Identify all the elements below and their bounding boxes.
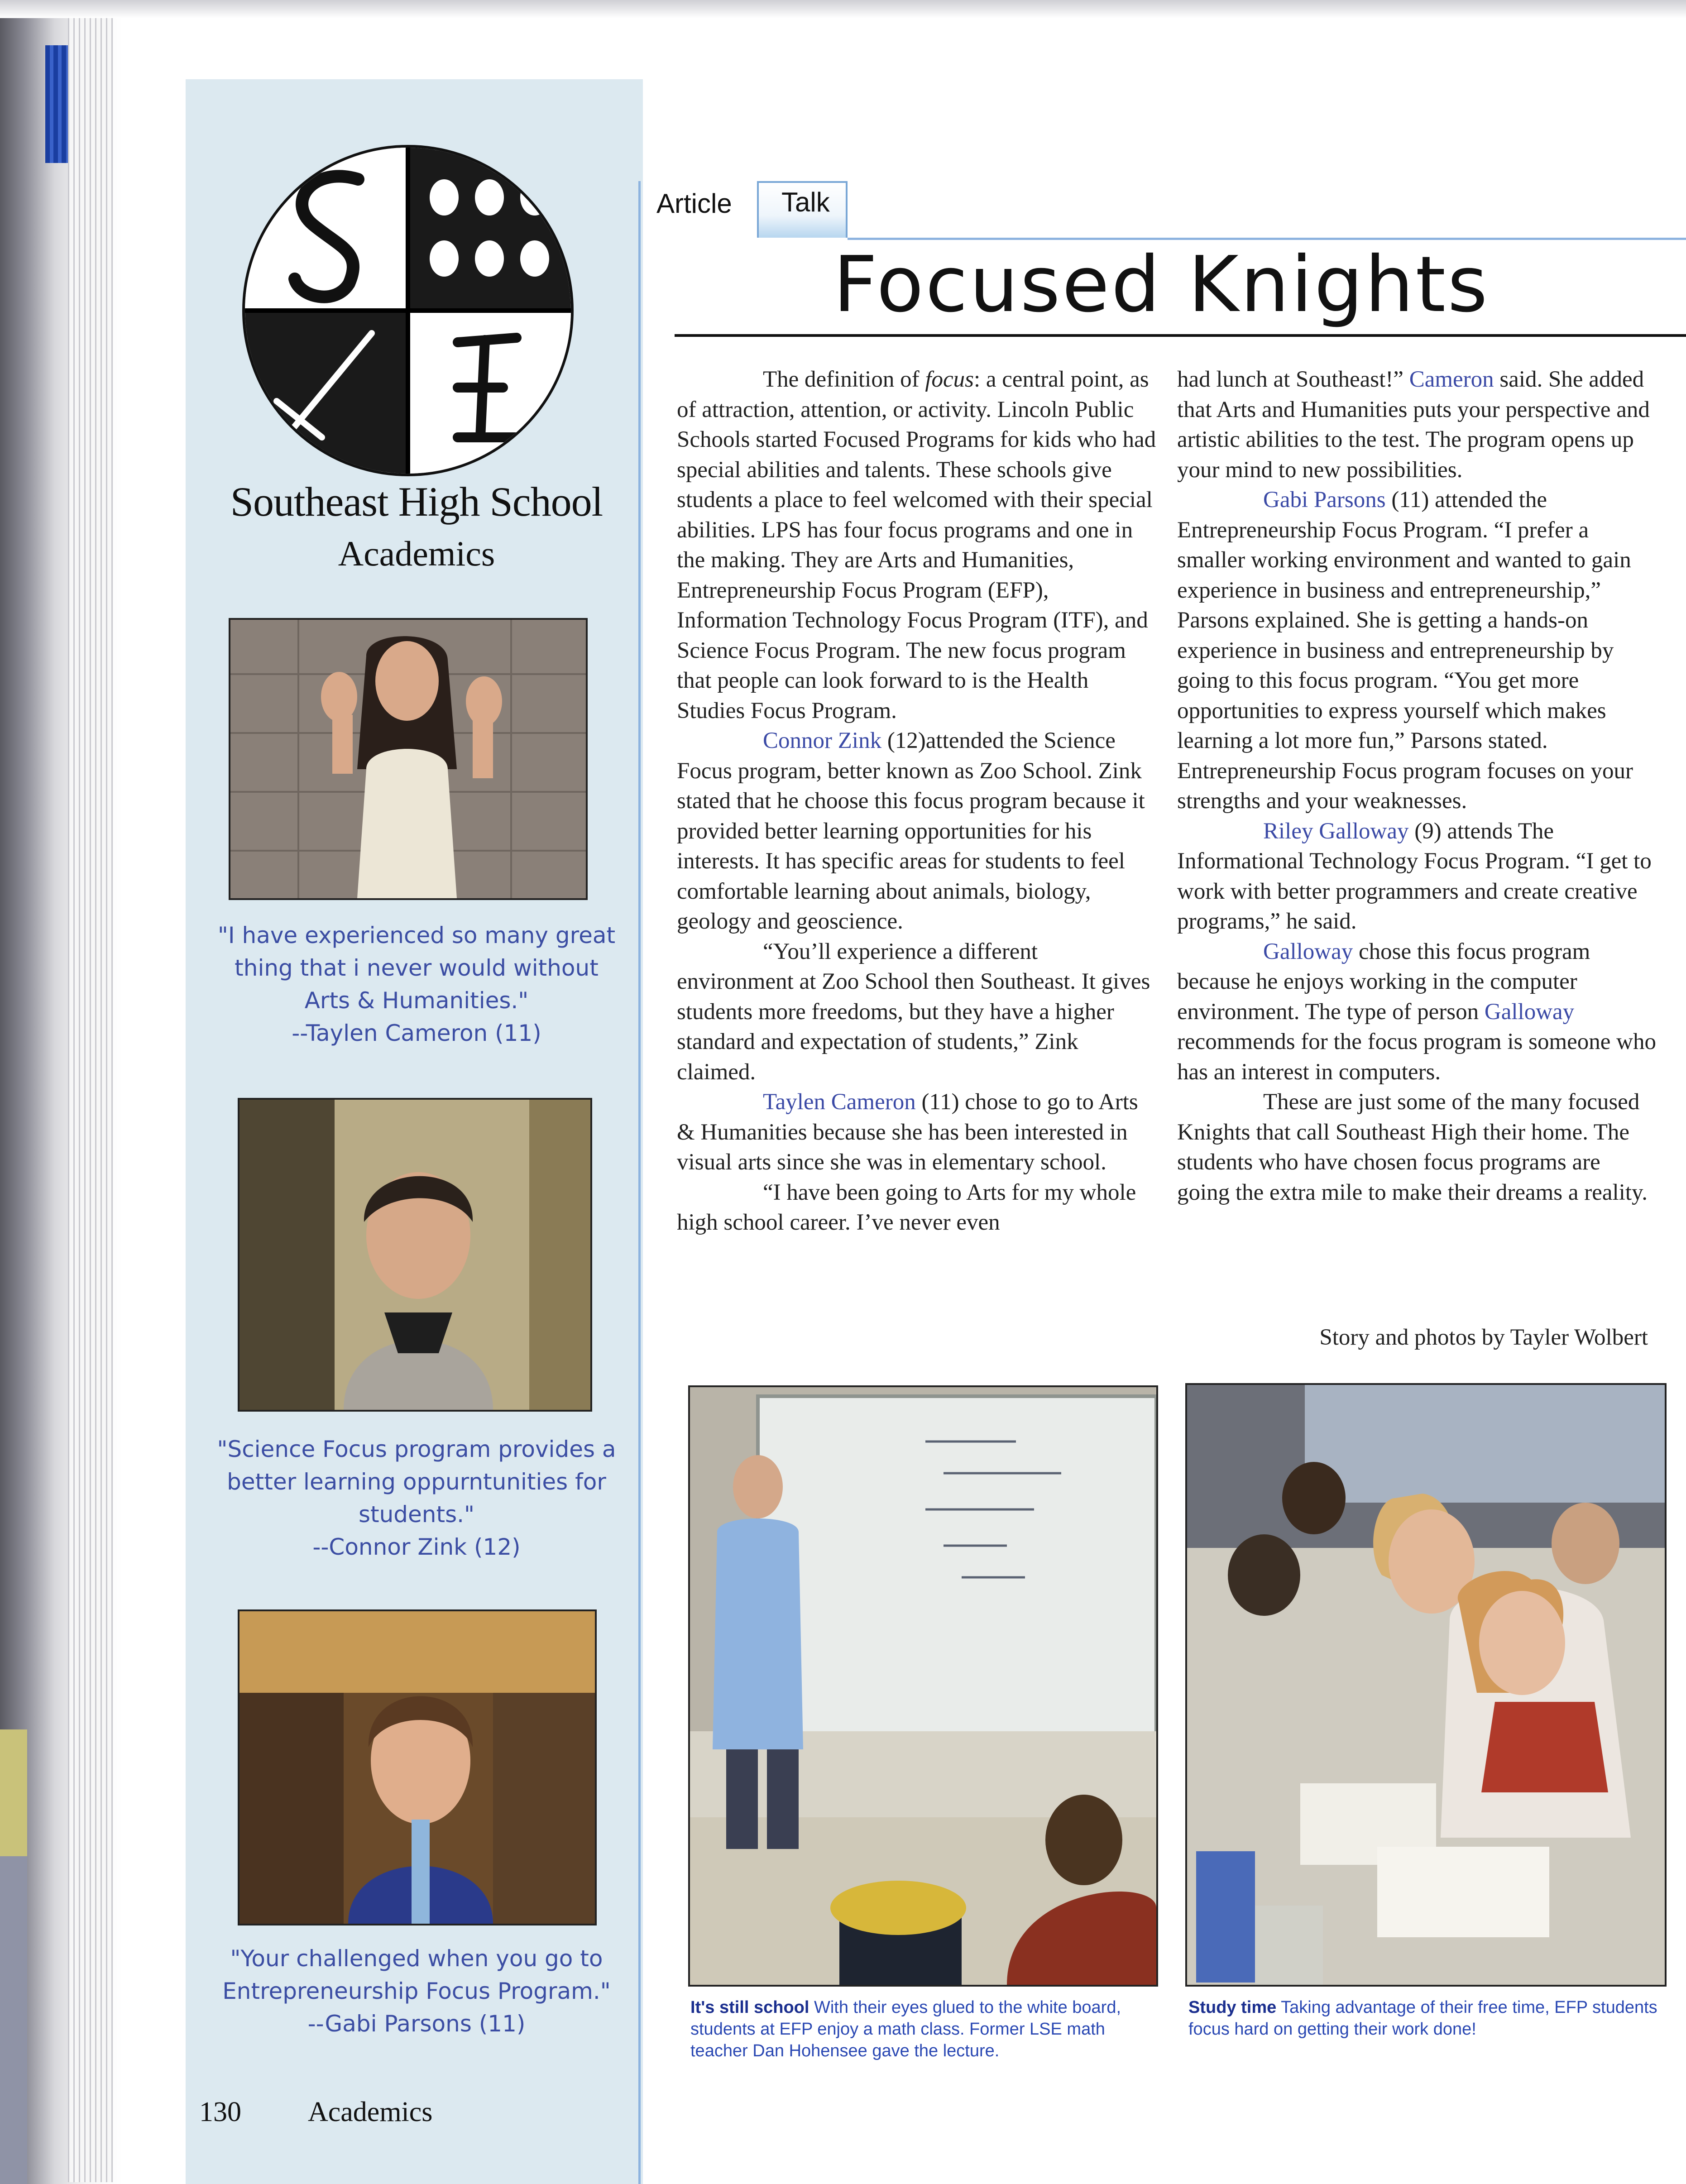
student-name-link[interactable]: Taylen Cameron: [763, 1089, 916, 1115]
spine-blue-band: [45, 45, 68, 163]
student-name-link[interactable]: Galloway: [1263, 939, 1353, 964]
top-edge-shadow: [0, 0, 1686, 18]
quote-attribution: --Connor Zink (12): [312, 1534, 521, 1560]
caption-text: Taking advantage of their free time, EFP students focus hard on getting their work done!: [1188, 1998, 1657, 2039]
text: said. She added that Arts and Humanities puts your perspective and artistic abilities to the test. The program opens up your mind to new possibilities.: [1177, 367, 1650, 483]
student-name-link[interactable]: Galloway: [1484, 999, 1575, 1025]
paragraph: [1177, 485, 1657, 816]
paragraph: [677, 1178, 1157, 1238]
photo-connor-zink: [238, 1098, 592, 1412]
paragraph: [1177, 1087, 1657, 1207]
student-name-link[interactable]: Cameron: [1409, 367, 1494, 392]
caption-title: Study time: [1188, 1998, 1277, 2017]
photo-taylen-cameron: [229, 618, 588, 900]
text: had lunch at Southeast!”: [1177, 367, 1409, 392]
byline: Story and photos by Tayler Wolbert: [1319, 1325, 1648, 1350]
caption-text: With their eyes glued to the white board, students at EFP enjoy a math class. Former LSE math teacher Dan Hohensee gave the lecture.: [690, 1998, 1121, 2060]
paragraph: [1177, 937, 1657, 1087]
tab-talk[interactable]: [757, 181, 848, 238]
quote-attribution: --Gabi Parsons (11): [307, 2011, 526, 2037]
paragraph: [1177, 364, 1657, 485]
page-title: Focused Knights: [833, 240, 1490, 330]
quote-gabi: [213, 1942, 620, 2040]
student-name-link[interactable]: Gabi Parsons: [1263, 487, 1386, 512]
quote-attribution: --Taylen Cameron (11): [292, 1020, 541, 1046]
school-crest-logo: [242, 145, 574, 476]
quote-text: "Your challenged when you go to Entrepreneurship Focus Program.": [222, 1945, 611, 2004]
caption-math-class: [690, 1997, 1157, 2062]
page-number: 130: [199, 2097, 241, 2127]
text: The definition of: [763, 367, 925, 392]
section-label: Academics: [308, 2097, 433, 2127]
quote-connor: [213, 1433, 620, 1563]
article-column-2: [1177, 364, 1657, 1207]
caption-title: It's still school: [690, 1998, 809, 2017]
paragraph: [677, 1087, 1157, 1178]
text: “I have been going to Arts for my whole high school career. I’ve never even: [677, 1179, 1136, 1235]
quote-taylen: [213, 919, 620, 1049]
spine-yellow-band: [0, 1729, 27, 1856]
text: (11) chose to go to Arts & Humanities because she has been interested in visual arts since she was in elementary school.: [677, 1089, 1138, 1175]
paragraph: [677, 364, 1157, 726]
paragraph: [677, 937, 1157, 1087]
text-italic: focus: [925, 367, 974, 392]
photo-gabi-parsons: [238, 1609, 597, 1925]
page-stack-lines: [68, 9, 113, 2182]
text: (11) attended the Entrepreneurship Focus Program. “I prefer a smaller working environment and wanted to gain experience in business and entrepreneurship,” Parsons explained. She is getting a hands-on experience in business and entrepreneurship by going to this focus program. “You get more opportunities to express yourself which makes learning a lot more fun,” Parsons stated. Entrepreneurship Focus program focuses on your strengths and your weaknesses.: [1177, 487, 1633, 814]
quote-text: "I have experienced so many great thing that i never would without Arts & Humanities.": [217, 922, 616, 1014]
text: chose this focus program because he enjoys working in the computer environment. The type of person: [1177, 939, 1590, 1025]
school-name: Southeast High School: [230, 479, 603, 525]
student-name-link[interactable]: Riley Galloway: [1263, 818, 1409, 844]
text: These are just some of the many focused Knights that call Southeast High their home. The students who have chosen focus programs are going the extra mile to make their dreams a reality.: [1177, 1089, 1648, 1205]
caption-study-time: [1188, 1997, 1668, 2040]
photo-study-time: [1185, 1383, 1667, 1987]
student-name-link[interactable]: Connor Zink: [763, 728, 882, 753]
text: recommends for the focus program is someone who has an interest in computers.: [1177, 1029, 1656, 1085]
text: (12)attended the Science Focus program, better known as Zoo School. Zink stated that he choose this focus program because it provided better learning opportunities for his interests. It has specific areas for students to feel comfortable learning about animals, biology, geology and geoscience.: [677, 728, 1145, 934]
title-rule: [675, 334, 1686, 337]
text: : a central point, as of attraction, attention, or activity. Lincoln Public Schools started Focused Programs for kids who had special abilities and talents. These schools give students a place to feel welcomed with their special abilities. LPS has four focus programs and one in the making. They are Arts and Humanities, Entrepreneurship Focus Program (EFP), Information Technology Focus Program (ITF), and Science Focus Program. The new focus program that people can look forward to is the Health Studies Focus Program.: [677, 367, 1156, 723]
article-column-1: [677, 364, 1157, 1238]
text: (9) attends The Informational Technology Focus Program. “I get to work with better programmers and create creative programs,” he said.: [1177, 818, 1652, 934]
quote-text: "Science Focus program provides a better learning oppurntunities for students.": [217, 1436, 616, 1528]
photo-math-class: [688, 1385, 1158, 1987]
tab-article[interactable]: Article: [656, 188, 732, 219]
content-left-rule: [638, 181, 641, 2184]
paragraph: [677, 726, 1157, 937]
school-subtitle: Academics: [338, 534, 495, 573]
tab-talk-label: Talk: [781, 187, 830, 217]
paragraph: [1177, 816, 1657, 937]
text: “You’ll experience a different environment at Zoo School then Southeast. It gives students more freedoms, but they have a higher standard and expectation of students,” Zink claimed.: [677, 939, 1150, 1085]
spine-grey-band: [0, 1856, 27, 2184]
